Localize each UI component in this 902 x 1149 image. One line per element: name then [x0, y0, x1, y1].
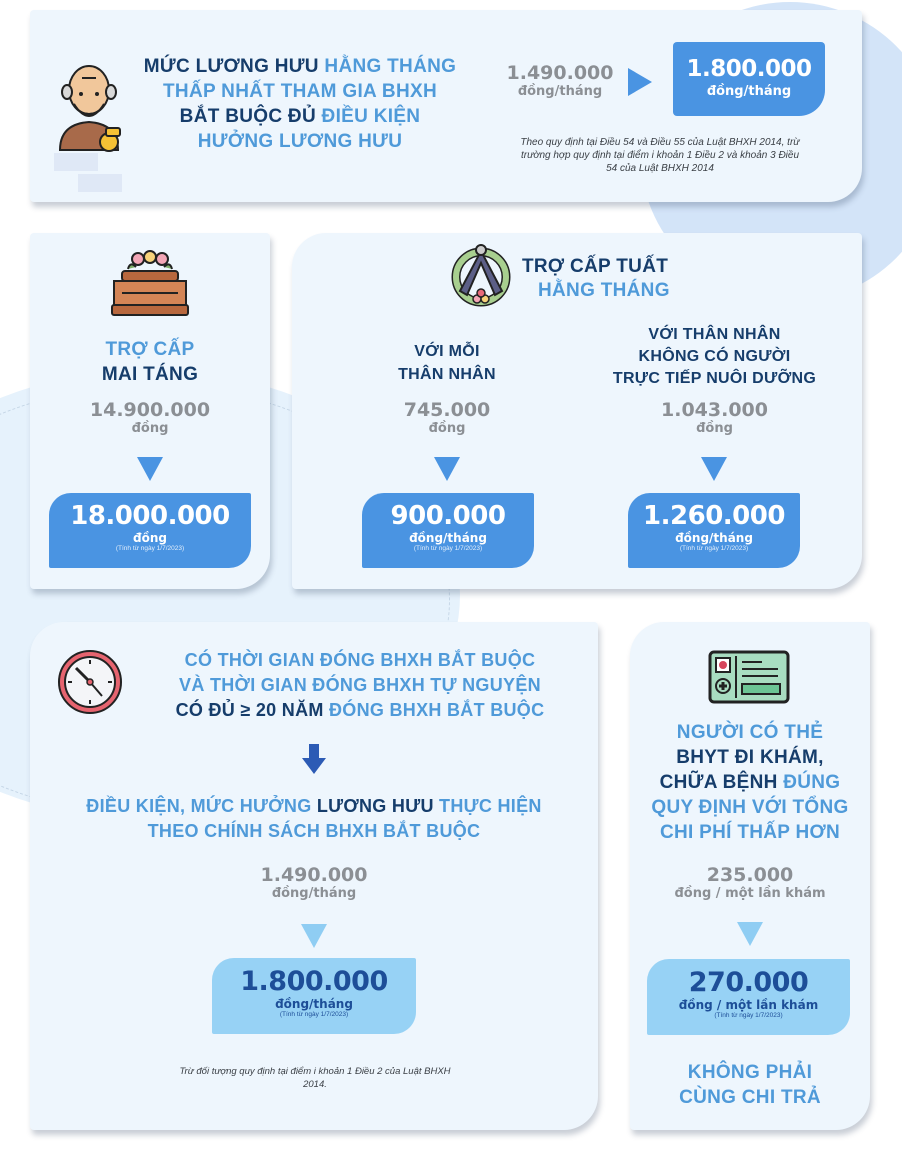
survivor-allowance-card	[292, 233, 862, 589]
arrow-down-icon	[302, 744, 326, 774]
health-title: NGƯỜI CÓ THẺ BHYT ĐI KHÁM, CHỮA BỆNH ĐÚNG QUY ĐỊNH VỚI TỔNG CHI PHÍ THẤP HƠN	[651, 722, 849, 843]
column-new-value-badge: 900.000 đồng/tháng (Tính từ ngày 1/7/2023)	[362, 493, 534, 568]
pension-old-value: 1.490.000 đồng/tháng	[506, 62, 614, 99]
health-new-value-badge: 270.000 đồng / một lần khám (Tính từ ngày 1/7/2023)	[647, 959, 850, 1035]
combined-contribution-card	[30, 622, 598, 1130]
decoration-block	[78, 174, 122, 192]
funeral-new-value-badge: 18.000.000 đồng (Tính từ ngày 1/7/2023)	[49, 493, 251, 568]
decoration-block	[54, 153, 98, 171]
column-old-value: 1.043.000 đồng	[661, 399, 768, 436]
funeral-title: TRỢ CẤP MAI TÁNG	[101, 339, 199, 385]
health-insurance-card	[630, 622, 870, 1130]
health-footer-text: KHÔNG PHẢI CÙNG CHI TRẢ	[679, 1062, 821, 1108]
survivor-column-per-relative	[342, 233, 552, 589]
title-line: HƯỞNG LƯƠNG HƯU	[197, 131, 403, 152]
triangle-down-icon	[137, 457, 163, 481]
funeral-old-value: 14.900.000 đồng	[89, 399, 211, 436]
triangle-down-icon	[701, 457, 727, 481]
result-text: ĐIỀU KIỆN, MỨC HƯỞNG LƯƠNG HƯU THỰC HIỆN THEO CHÍNH SÁCH BHXH BẮT BUỘC	[86, 796, 542, 841]
health-old-value: 235.000 đồng / một lần khám	[674, 864, 826, 901]
voluntary-legal-note: Trừ đối tượng quy định tại điểm i khoản 1 Điều 2 của Luật BHXH 2014.	[179, 1066, 451, 1090]
triangle-right-icon	[628, 68, 652, 96]
survivor-title: TRỢ CẤP TUẤT HẰNG THÁNG	[522, 256, 670, 301]
pension-title	[130, 54, 470, 154]
column-label: VỚI THÂN NHÂN KHÔNG CÓ NGƯỜI TRỰC TIẾP NUÔI DƯỠNG	[612, 326, 817, 387]
funeral-card	[30, 233, 270, 589]
triangle-down-icon	[737, 922, 763, 946]
health-insurance-card-icon	[708, 650, 790, 704]
triangle-down-icon	[434, 457, 460, 481]
pension-new-value-badge: 1.800.000 đồng/tháng	[673, 42, 825, 116]
column-label: VỚI MỖI THÂN NHÂN	[398, 343, 496, 383]
coffin-with-flowers-icon	[108, 247, 192, 319]
clock-icon	[56, 648, 124, 716]
triangle-down-icon	[301, 924, 327, 948]
survivor-column-no-caregiver	[592, 233, 837, 589]
title-line: THẤP NHẤT THAM GIA BHXH	[163, 81, 437, 102]
pension-card	[30, 10, 862, 202]
title-line: BẮT BUỘC ĐỦ ĐIỀU KIỆN	[179, 106, 421, 127]
pension-legal-note: Theo quy định tại Điều 54 và Điều 55 của Luật BHXH 2014, trừ trường hợp quy định tại điểm i khoản 1 Điều 2 và khoản 3 Điều 54 của Luật BHXH 2014	[520, 137, 800, 174]
condition-text: CÓ THỜI GIAN ĐÓNG BHXH BẮT BUỘC VÀ THỜI GIAN ĐÓNG BHXH TỰ NGUYỆN CÓ ĐỦ ≥ 20 NĂM ĐÓNG BHXH BẮT BUỘC	[175, 650, 545, 720]
column-old-value: 745.000 đồng	[403, 399, 491, 436]
title-line: MỨC LƯƠNG HƯU HẰNG THÁNG	[143, 56, 457, 77]
column-new-value-badge: 1.260.000 đồng/tháng (Tính từ ngày 1/7/2023)	[628, 493, 800, 568]
voluntary-old-value: 1.490.000 đồng/tháng	[260, 864, 368, 901]
elderly-man-with-coins-icon	[54, 62, 124, 152]
voluntary-new-value-badge: 1.800.000 đồng/tháng (Tính từ ngày 1/7/2023)	[212, 958, 416, 1034]
